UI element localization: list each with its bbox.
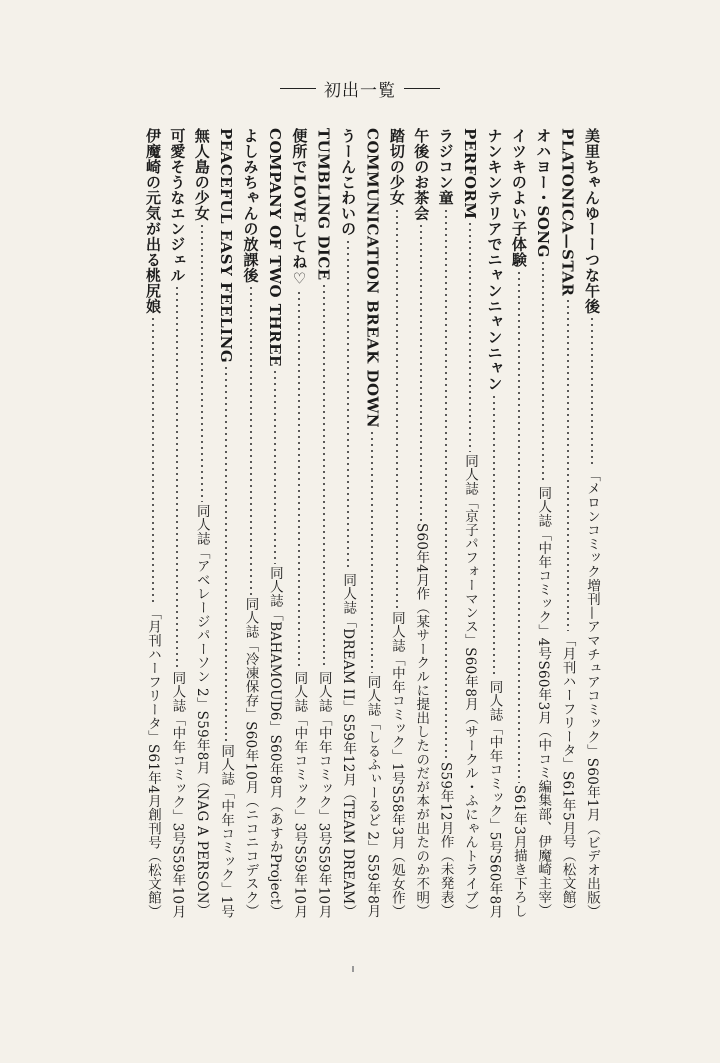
dot-leader <box>216 365 236 741</box>
entry-source: 「月刊ハーフリータ」S61年5月号（松文館） <box>559 633 576 918</box>
entry-source: 同人誌「中年コミック」3号S59年10月 <box>315 670 332 918</box>
heading-rule-left <box>280 88 316 89</box>
list-item <box>265 128 285 918</box>
list-item <box>582 128 602 918</box>
entry-title: オハヨー・SONG <box>534 128 553 258</box>
entry-title: COMPANY OF TWO THREE <box>265 128 284 367</box>
entry-source: 同人誌「DREAM II」S59年12月（TEAM DREAM） <box>340 572 357 918</box>
dot-leader <box>436 208 456 761</box>
list-item <box>143 128 163 918</box>
entry-source: 同人誌「中年コミック」1号 <box>218 743 235 918</box>
entry-source: 同人誌「BAHAMOUD6」S60年8月（あすかProject） <box>266 565 283 918</box>
entry-title: よしみちゃんの放課後 <box>241 128 260 283</box>
dot-leader <box>192 223 212 502</box>
entry-title: TUMBLING DICE <box>314 128 333 281</box>
list-item <box>289 128 309 918</box>
entry-title: 踏切の少女 <box>387 128 406 206</box>
entry-source: 同人誌「しるふぃーるど 2」S59年8月 <box>364 675 381 918</box>
print-speck <box>352 966 354 972</box>
entry-title: イツキのよい子体験 <box>509 128 528 268</box>
list-item <box>558 128 578 918</box>
list-item <box>387 128 407 918</box>
entry-source: 同人誌「中年コミック」1号S58年3月（処女作） <box>388 610 405 918</box>
dot-leader <box>460 221 480 452</box>
dot-leader <box>484 394 504 678</box>
first-appearance-list <box>143 128 602 918</box>
dot-leader <box>411 223 431 521</box>
dot-leader <box>509 270 529 784</box>
entry-title: PERFORM <box>461 128 480 220</box>
list-item <box>241 128 261 918</box>
page-title: 初出一覧 <box>324 81 396 101</box>
entry-source: 同人誌「中年コミック」5号S60年8月 <box>486 679 503 918</box>
dot-leader <box>558 298 578 631</box>
list-item <box>338 128 358 918</box>
list-item <box>216 128 236 918</box>
dot-leader <box>241 285 261 595</box>
entry-title: 午後のお茶会 <box>412 128 431 221</box>
entry-source: 同人誌「アベレージパーソン 2」S59年8月（NAG A PERSON） <box>193 504 210 918</box>
entry-title: うーんこわいの <box>339 128 358 237</box>
heading-rule-right <box>404 88 440 89</box>
entry-source: 同人誌「冷凍保存」S60年10月（ニコニコデスク） <box>242 596 259 918</box>
entry-title: 無人島の少女 <box>192 128 211 221</box>
list-item <box>509 128 529 918</box>
list-item <box>484 128 504 918</box>
entry-title: PEACEFUL EASY FEELING <box>217 128 236 364</box>
entry-title: COMMUNICATION BREAK DOWN <box>363 128 382 429</box>
list-item <box>192 128 212 918</box>
dot-leader <box>314 283 334 669</box>
entry-title: PLATONICA—STAR <box>558 128 577 297</box>
list-item <box>411 128 431 918</box>
dot-leader <box>265 369 285 564</box>
entry-title: ナンキンテリアでニャンニャンニャン <box>485 128 504 392</box>
dot-leader <box>338 239 358 571</box>
dot-leader <box>167 285 187 669</box>
entry-title: ラジコン童 <box>436 128 455 206</box>
dot-leader <box>143 316 163 604</box>
list-item <box>314 128 334 918</box>
entry-source: S59年12月作（未発表） <box>437 762 454 918</box>
dot-leader <box>582 316 602 466</box>
dot-leader <box>362 430 382 673</box>
list-item <box>460 128 480 918</box>
list-item <box>533 128 553 918</box>
list-item <box>167 128 187 918</box>
entry-source: 同人誌「京子パフォーマンス」S60年8月（サークル・ふにゃんトライブ） <box>462 453 479 918</box>
entry-source: 同人誌「中年コミック」4号S60年3月（中コミ編集部、伊魔崎主宰） <box>535 486 552 918</box>
entry-title: 便所でLOVEしてね♡ <box>290 128 309 288</box>
entry-source: 「メロンコミック増刊—アマチュアコミック」S60年1月（ビデオ出版） <box>584 467 600 918</box>
entry-title: 伊魔崎の元気が出る桃尻娘 <box>143 128 162 314</box>
entry-source: 「月刊ハーフリータ」S61年4月創刊号（松文館） <box>144 605 161 918</box>
list-item <box>362 128 382 918</box>
entry-source: S61年3月描き下ろし <box>510 785 527 918</box>
entry-source: S60年4月作（某サークルに提出したのだが本が出たのか不明） <box>413 522 430 918</box>
list-item <box>436 128 456 918</box>
dot-leader <box>289 290 309 669</box>
dot-leader <box>533 260 553 485</box>
entry-source: 同人誌「中年コミック」3号S59年10月 <box>169 670 186 918</box>
entry-title: 可愛そうなエンジェル <box>168 128 187 283</box>
page-heading <box>0 76 720 101</box>
dot-leader <box>387 208 407 609</box>
entry-title: 美里ちゃんゆーーつな午後 <box>583 128 601 314</box>
entry-source: 同人誌「中年コミック」3号S59年10月 <box>291 670 308 918</box>
